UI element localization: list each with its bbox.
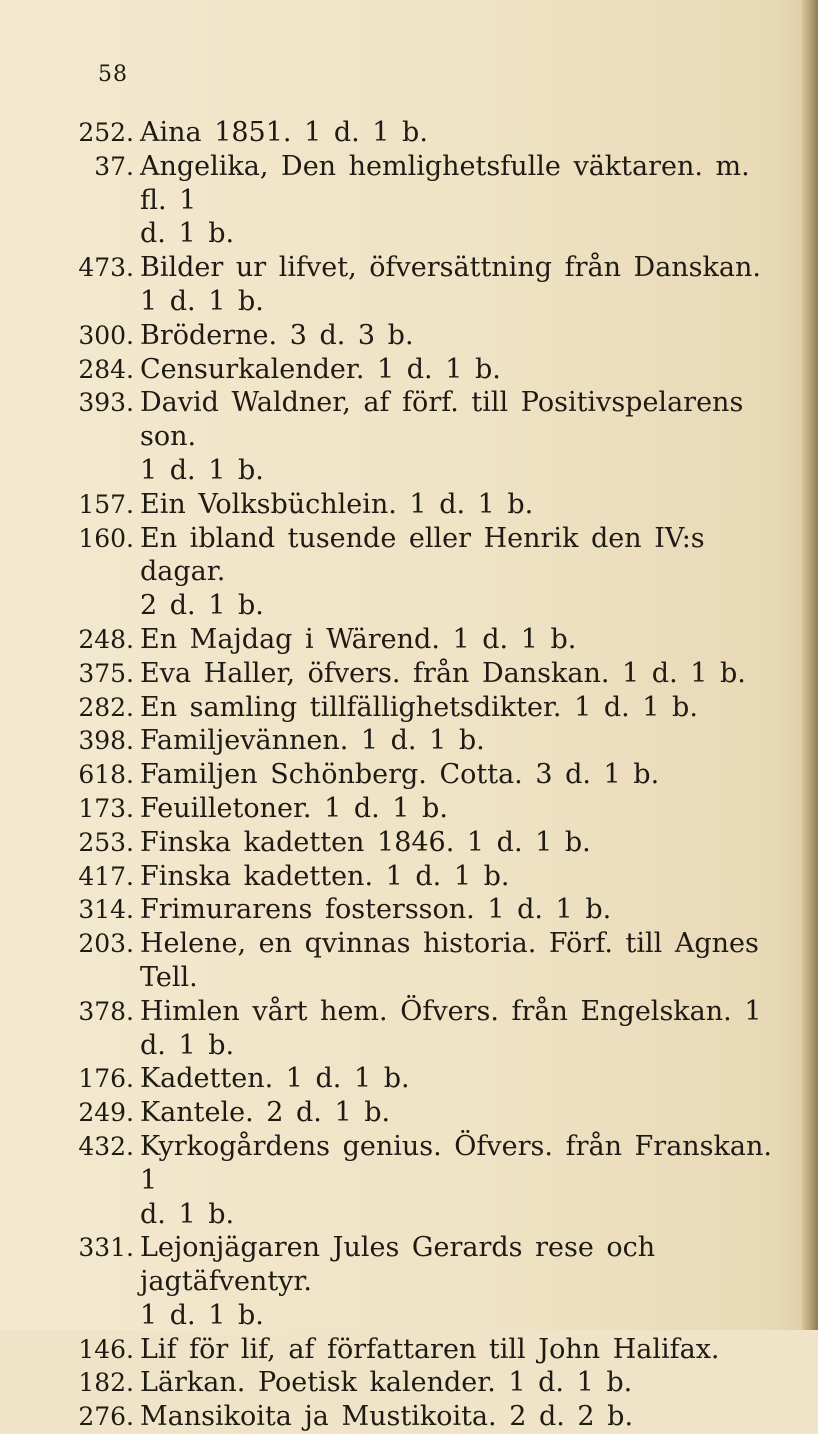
entry-line: 1 d. 1 b. (140, 454, 264, 486)
entry-number: 284. (78, 354, 134, 384)
entry-text (140, 995, 784, 1063)
entry-line: Frimurarens fostersson. 1 d. 1 b. (140, 894, 612, 926)
entry-number: 375. (78, 658, 134, 688)
entry-number: 252. (78, 118, 134, 147)
entry-text (140, 353, 784, 387)
entry-line: En ibland tusende eller Henrik den IV:s dagar. (140, 522, 705, 588)
catalog-entry (68, 893, 784, 927)
page-edge (802, 0, 818, 1330)
entry-number: 249. (78, 1098, 134, 1128)
entry-line: Lärkan. Poetisk kalender. 1 d. 1 b. (140, 1367, 633, 1399)
entry-line: Mansikoita ja Mustikoita. 2 d. 2 b. (140, 1401, 634, 1433)
catalog-entry (68, 1096, 784, 1130)
entry-number: 203. (78, 929, 134, 959)
entry-number: 157. (78, 489, 134, 519)
entry-text (140, 691, 784, 725)
entry-number: 276. (78, 1402, 134, 1432)
entry-text (140, 386, 784, 487)
entry-text (140, 927, 784, 995)
entry-number: 176. (78, 1064, 134, 1094)
entry-line: Familjevännen. 1 d. 1 b. (140, 725, 485, 757)
entry-line: Bilder ur lifvet, öfversättning från Danskan. 1 d. 1 b. (140, 252, 761, 317)
entry-number: 473. (78, 253, 134, 283)
catalog-entry (68, 251, 784, 319)
catalog-entry (68, 792, 784, 826)
catalog-entry (68, 522, 784, 623)
entry-text (140, 893, 784, 927)
catalog-entry (68, 1366, 784, 1400)
entry-text (140, 488, 784, 522)
entry-number: 398. (78, 726, 134, 756)
entry-text (140, 724, 784, 758)
entry-text (140, 860, 784, 894)
entry-line: Helene, en qvinnas historia. Förf. till Agnes Tell. (140, 928, 759, 993)
entry-text (140, 522, 784, 623)
page-number: 58 (98, 62, 128, 87)
entry-text (140, 150, 784, 251)
catalog-entry (68, 1400, 784, 1434)
entry-line: Angelika, Den hemlighetsfulle väktaren. m. fl. 1 (140, 150, 750, 216)
entry-line: 1 d. 1 b. (140, 1299, 264, 1331)
entry-text (140, 1096, 784, 1130)
entry-text (140, 1366, 784, 1400)
entry-number: 282. (78, 692, 134, 722)
catalog-entry (68, 691, 784, 725)
entry-text (140, 623, 784, 657)
entry-line: Kadetten. 1 d. 1 b. (140, 1063, 410, 1095)
entry-line: d. 1 b. (140, 1198, 235, 1230)
catalog-entry (68, 1130, 784, 1231)
entry-line: Lejonjägaren Jules Gerards rese och jagtäfventyr. (140, 1232, 656, 1298)
entry-number: 331. (78, 1233, 134, 1263)
entry-number: 146. (78, 1334, 134, 1364)
entry-text (140, 792, 784, 826)
catalog-entry (68, 319, 784, 353)
catalog-entry (68, 758, 784, 792)
entry-number: 248. (78, 624, 134, 654)
entry-line: Lif för lif, af författaren till John Halifax. (140, 1333, 720, 1365)
entry-text (140, 1333, 784, 1367)
catalog-entry (68, 927, 784, 995)
entry-text (140, 657, 784, 691)
entry-text (140, 1062, 784, 1096)
entry-text (140, 251, 784, 319)
catalog-entry (68, 995, 784, 1063)
catalog-entry (68, 150, 784, 251)
catalog-entry (68, 724, 784, 758)
entry-line: 2 d. 1 b. (140, 590, 264, 622)
entry-line: d. 1 b. (140, 218, 235, 250)
catalog-entry (68, 1062, 784, 1096)
entry-number: 393. (78, 388, 134, 418)
entry-line: En samling tillfällighetsdikter. 1 d. 1 b. (140, 691, 698, 723)
catalog-entry (68, 116, 784, 150)
entry-line: Kantele. 2 d. 1 b. (140, 1097, 391, 1129)
entry-text (140, 1400, 784, 1434)
entry-line: Kyrkogårdens genius. Öfvers. från Franskan. 1 (140, 1130, 772, 1196)
entry-number: 37. (94, 151, 134, 181)
entry-line: David Waldner, af förf. till Positivspelarens son. (140, 387, 744, 453)
entry-text (140, 1130, 784, 1231)
entry-text (140, 826, 784, 860)
entry-number: 432. (78, 1131, 134, 1161)
entry-number: 417. (78, 861, 134, 891)
catalog-entry (68, 488, 784, 522)
catalog-list (68, 116, 784, 1434)
entry-line: Finska kadetten. 1 d. 1 b. (140, 860, 510, 892)
catalog-entry (68, 860, 784, 894)
entry-text (140, 319, 784, 353)
entry-number: 314. (78, 895, 134, 925)
catalog-entry (68, 623, 784, 657)
entry-number: 182. (78, 1368, 134, 1398)
catalog-entry (68, 826, 784, 860)
entry-line: Ein Volksbüchlein. 1 d. 1 b. (140, 488, 534, 520)
entry-line: Finska kadetten 1846. 1 d. 1 b. (140, 826, 591, 858)
catalog-entry (68, 1231, 784, 1332)
entry-number: 160. (78, 523, 134, 553)
entry-line: Censurkalender. 1 d. 1 b. (140, 353, 501, 385)
entry-text (140, 116, 784, 150)
entry-line: Familjen Schönberg. Cotta. 3 d. 1 b. (140, 759, 660, 791)
entry-number: 300. (78, 320, 134, 350)
catalog-entry (68, 353, 784, 387)
entry-line: Eva Haller, öfvers. från Danskan. 1 d. 1 b. (140, 657, 746, 689)
entry-text (140, 758, 784, 792)
entry-line: Feuilletoner. 1 d. 1 b. (140, 792, 448, 824)
entry-number: 253. (78, 827, 134, 857)
entry-number: 618. (78, 760, 134, 790)
catalog-entry (68, 386, 784, 487)
entry-line: Aina 1851. 1 d. 1 b. (140, 117, 428, 148)
catalog-entry (68, 657, 784, 691)
entry-number: 173. (78, 793, 134, 823)
entry-line: Himlen vårt hem. Öfvers. från Engelskan. 1 d. 1 b. (140, 995, 762, 1061)
entry-number: 378. (78, 996, 134, 1026)
entry-line: Bröderne. 3 d. 3 b. (140, 319, 414, 351)
entry-line: En Majdag i Wärend. 1 d. 1 b. (140, 623, 577, 655)
entry-text (140, 1231, 784, 1332)
catalog-entry (68, 1333, 784, 1367)
